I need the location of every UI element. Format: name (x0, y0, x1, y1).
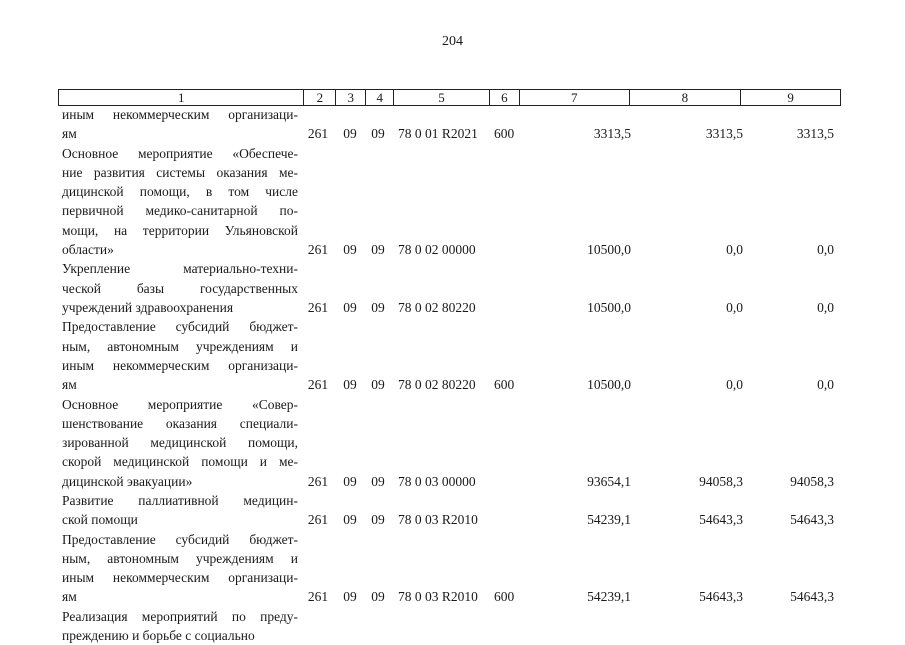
cell-col-2: 261 (307, 242, 329, 258)
row-name (62, 491, 298, 530)
header-col-5: 5 (393, 90, 489, 105)
cell-col-4: 09 (371, 473, 385, 489)
cell-col-3: 09 (343, 473, 357, 489)
cell-col-2: 261 (307, 473, 329, 489)
header-col-2: 2 (303, 90, 335, 105)
cell-col-8: 0,0 (726, 299, 743, 315)
row-name-line: ным, автономным учреждениям и (62, 550, 298, 566)
cell-col-9: 3313,5 (796, 126, 834, 142)
row-name-line: дицинской помощи, в том числе (62, 184, 298, 200)
row-name-line: ям (62, 377, 77, 393)
cell-col-7: 54239,1 (587, 512, 631, 528)
cell-col-7: 93654,1 (587, 473, 631, 489)
row-name-line: ям (62, 589, 77, 605)
cell-col-3: 09 (343, 126, 357, 142)
row-name-line: Предоставление субсидий бюджет- (62, 531, 298, 547)
row-name-line: Укрепление материально-техни- (62, 261, 298, 277)
cell-col-8: 54643,3 (699, 512, 743, 528)
row-name-line: области» (62, 242, 114, 258)
table-row (0, 317, 905, 394)
cell-col-9: 0,0 (817, 242, 834, 258)
cell-col-4: 09 (371, 512, 385, 528)
cell-col-9: 54643,3 (790, 589, 834, 605)
page-number: 204 (442, 34, 463, 49)
header-col-3: 3 (335, 90, 365, 105)
cell-col-3: 09 (343, 299, 357, 315)
row-name-line: учреждений здравоохранения (62, 299, 234, 315)
cell-col-3: 09 (343, 589, 357, 605)
cell-col-7: 10500,0 (587, 377, 631, 393)
cell-col-3: 09 (343, 377, 357, 393)
cell-col-7: 3313,5 (593, 126, 631, 142)
row-name-line: Реализация мероприятий по преду- (62, 608, 298, 624)
cell-col-5: 78 0 02 00000 (398, 242, 476, 258)
table-row (0, 530, 905, 607)
row-name-line: скорой медицинской помощи и ме- (62, 454, 298, 470)
row-name-line: преждению и борьбе с социально (62, 628, 255, 644)
row-name (62, 105, 298, 144)
row-name-line: шенствование оказания специали- (62, 415, 298, 431)
row-name-line: ям (62, 126, 77, 142)
cell-col-5: 78 0 02 80220 (398, 377, 476, 393)
cell-col-8: 0,0 (726, 377, 743, 393)
row-name-line: ской помощи (62, 512, 138, 528)
cell-col-9: 54643,3 (790, 512, 834, 528)
cell-col-2: 261 (307, 512, 329, 528)
cell-col-7: 54239,1 (587, 589, 631, 605)
cell-col-4: 09 (371, 299, 385, 315)
row-name-line: дицинской эвакуации» (62, 473, 193, 489)
row-name (62, 144, 298, 260)
cell-col-3: 09 (343, 512, 357, 528)
cell-col-4: 09 (371, 126, 385, 142)
cell-col-6: 600 (494, 377, 515, 393)
cell-col-9: 0,0 (817, 299, 834, 315)
header-col-9: 9 (740, 90, 840, 105)
row-name-line: иным некоммерческим организаци- (62, 357, 298, 373)
cell-col-8: 54643,3 (699, 589, 743, 605)
cell-col-2: 261 (307, 377, 329, 393)
row-name-line: Основное мероприятие «Обеспече- (62, 145, 298, 161)
cell-col-2: 261 (307, 299, 329, 315)
cell-col-2: 261 (307, 126, 329, 142)
table-row (0, 395, 905, 492)
cell-col-9: 0,0 (817, 377, 834, 393)
cell-col-8: 3313,5 (705, 126, 743, 142)
row-name-line: ным, автономным учреждениям и (62, 338, 298, 354)
header-col-8: 8 (629, 90, 741, 105)
header-col-7: 7 (519, 90, 629, 105)
row-name-line: мощи, на территории Ульяновской (62, 222, 298, 238)
cell-col-8: 0,0 (726, 242, 743, 258)
row-name (62, 607, 298, 645)
row-name-line: Развитие паллиативной медицин- (62, 493, 298, 508)
table-row (0, 491, 905, 530)
cell-col-5: 78 0 03 00000 (398, 473, 476, 489)
row-name-line: зированной медицинской помощи, (62, 435, 298, 451)
header-col-1: 1 (177, 89, 185, 105)
cell-col-2: 261 (307, 589, 329, 605)
cell-col-6: 600 (494, 126, 515, 142)
cell-col-6: 600 (494, 589, 515, 605)
cell-col-8: 94058,3 (699, 473, 743, 489)
cell-col-5: 78 0 03 R2010 (398, 512, 478, 528)
row-name (62, 259, 298, 317)
table-row (0, 607, 905, 645)
row-name-line: иным некоммерческим организаци- (62, 107, 298, 122)
header-col-6: 6 (489, 90, 519, 105)
header-col-4: 4 (365, 90, 393, 105)
cell-col-7: 10500,0 (587, 242, 631, 258)
row-name-line: Основное мероприятие «Совер- (62, 396, 298, 412)
table-row (0, 259, 905, 317)
row-name-line: первичной медико-санитарной по- (62, 203, 298, 219)
row-name (62, 395, 298, 491)
row-name (62, 317, 298, 394)
row-name (62, 530, 298, 607)
cell-col-5: 78 0 02 80220 (398, 299, 476, 315)
table-row (0, 144, 905, 260)
cell-col-9: 94058,3 (790, 473, 834, 489)
row-name-line: ние развития системы оказания ме- (62, 164, 298, 180)
row-name-line: ческой базы государственных (62, 280, 298, 296)
table-row (0, 105, 905, 144)
cell-col-3: 09 (343, 242, 357, 258)
row-name-line: Предоставление субсидий бюджет- (62, 319, 298, 335)
row-name-line: иным некоммерческим организаци- (62, 570, 298, 586)
table-header-row (58, 89, 841, 106)
cell-col-4: 09 (371, 377, 385, 393)
cell-col-5: 78 0 03 R2010 (398, 589, 478, 605)
cell-col-7: 10500,0 (587, 299, 631, 315)
cell-col-4: 09 (371, 589, 385, 605)
cell-col-5: 78 0 01 R2021 (398, 126, 478, 142)
cell-col-4: 09 (371, 242, 385, 258)
